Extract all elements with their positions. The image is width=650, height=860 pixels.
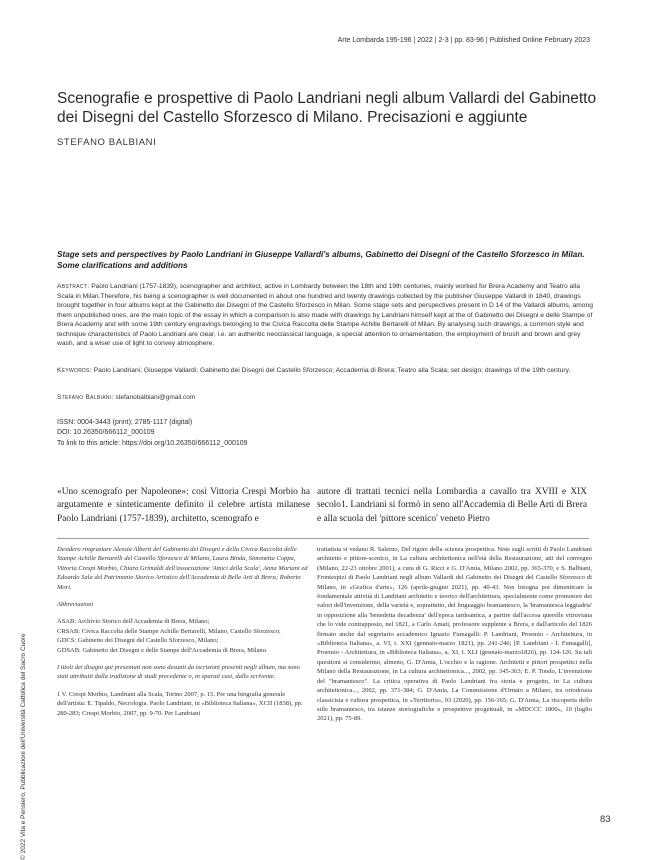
keywords [57, 366, 595, 376]
article-link[interactable]: To link to this article: https://doi.org/10.26350/666112_000109 [57, 439, 248, 447]
doi: DOI: 10.26350/666112_000109 [57, 429, 155, 437]
article-author: STEFANO BALBIANI [57, 137, 157, 148]
footnotes-right: trattatista si vedano R. Salerno, Del rigore della scienza prospettica. Note sugli scritti di Paolo Landriani architetto e pittore-scenico, in La cultura architettonica nell'età della Restaurazione, atti del convegno (Milano, 22-23 ottobre 2001), a cura di G. Ricci e G. D'Amia, Milano 2002, pp. 365-370, e S. Balbiani, Frontespizi di Paolo Landriani negli album Vallardi del Gabinetto dei Disegni del Castello Sforzesco di Milano, in «Grafica d'arte», 126 (aprile-giugno 2021), pp. 40-43. Non bisogna poi dimenticare la fondamentale attività di Landriani architetto e teorico dell'architettura, specialmente come promotore dei valori dell'invenzione, della varietà e, soprattutto, del linguaggio bramantesco, la 'bramantesca leggiadria' in opposizione alla 'benedetta decadenza' dell'epoca tardoantica, a partire dall'accesa querelle vitruviana che lo vide contrapposto, nel 1821, a Carlo Amati, professore supplente a Brera, e dall'articolo del 1826 firmato anche dal segretario accademico Ignazio Fumagalli: P. Landriani, Proemio - Architettura, in «Biblioteca Italiana», a. VI, t. XXI (gennaio-marzo 1821), pp. 241-246; [P. Landriani - I. Fumagalli], Proemio - Architettura, in «Biblioteca Italiana», a. XI, t. XLI (gennaio-marzo1826), pp. 124-126. Su tali questioni si considerino, almeno, G. D'Amia, L'occhio e la ragione. Architetti e pittori prospettici nella Milano della Restaurazione, in La cultura architettonica..., 2002, pp. 345-363; E. P. Tondo, L'invenzione del "bramantesco". La critica operativa di Paolo Landriani fra storia e progetto, in La cultura architettonica..., 2002, pp. 371-384; G. D'Amia, La Commissione d'Ornato a Milano, tra ortodossia classicista e cultura prospettica, in «Territorio», 93 (2020), pp. 156-165; G. D'Amia, La riscoperta dello stile bramantesco, tra istanze storiografiche e prospettive progettuali, in «MDCCC 1800», 10 (luglio 2021), pp. 75-89. [317, 546, 592, 723]
email-label: Stefano Balbiani: [57, 394, 114, 401]
body-text-left: «Uno scenografo per Napoleone»: così Vittoria Crespi Morbio ha argutamente e sinteticamente definito il celebre artista milanese Paolo Landriani (1757-1839), architetto, scenografo e [57, 487, 310, 524]
issn: ISSN: 0004-3443 (print); 2785-1117 (digital) [57, 419, 193, 426]
running-header: Arte Lombarda 195-196 | 2022 | 2-3 | pp. 83-96 | Published Online February 2023 [337, 37, 590, 44]
abstract-label: Abstract: [57, 283, 90, 290]
copyright-side-text: © 2022 Vita e Pensiero, Pubblicazioni dell'Università Cattolica del Sacro Cuore [20, 633, 27, 860]
abbreviation-gdcs: GDCS: Gabinetto dei Disegni del Castello Sforzesco, Milano; [57, 637, 219, 645]
abbreviations-heading: Abbreviazioni [57, 601, 94, 609]
keywords-text: Paolo Landriani; Giuseppe Vallardi; Gabinetto dei Disegni del Castello Sforzesco; Accademia di Brera; Teatro alla Scala; set design; drawings of the 19th century. [93, 367, 571, 374]
abbreviation-gdsab: GDSAB: Gabinetto dei Disegni e delle Stampe dell'Accademia di Brera, Milano. [57, 646, 268, 654]
footnote-1: 1 V. Crespi Morbio, Landriani alla Scala, Torino 2007, p. 15. Per una biografia generale dell'artista: E. Tipaldo, Necrologia. Paolo Landriani, in «Biblioteca Italiana», XCII (1838), pp. 280-283; Crespi Morbio, 2007, pp. 9-70. Per Landriani [57, 690, 303, 717]
acknowledgements: Desidero ringraziare Alessia Alberti del Gabinetto dei Disegni e della Civica Raccolta delle Stampe Achille Bertarelli del Castello Sforzesco di Milano, Laura Binda, Simonetta Coppa, Vittoria Crespi Morbio, Chiara Grimaldi dell'associazione 'Amici della Scala', Anna Mariani ed Edoardo Sala del Patrimonio Storico Artistico dell'Accademia di Belle Arti di Brera; Roberto Mori. [57, 546, 308, 591]
abbreviation-asab: ASAB: Archivio Storico dell'Accademia di Brera, Milano; [57, 618, 210, 626]
abbreviation-crsab: CRSAB: Civica Raccolta delle Stampe Achille Bertarelli, Milano, Castello Sforzesco; [57, 627, 281, 635]
footnotes-left [57, 545, 312, 726]
author-email [57, 394, 195, 401]
article-identifiers [57, 418, 248, 449]
abstract [57, 282, 595, 349]
page-number: 83 [600, 814, 611, 825]
body-text-right: autore di trattati tecnici nella Lombardia a cavallo tra XVIII e XIX secolo1. Landriani si formò in seno all'Accademia di Belle Arti di Brera e alla scuola del 'pittore scenico' veneto Pietro [317, 487, 587, 524]
email-address[interactable]: stefanobalbiani@gmail.com [115, 394, 196, 401]
english-title: Stage sets and perspectives by Paolo Landriani in Giuseppe Vallardi's albums, Gabinetto dei Disegni of the Castello Sforzesco in Milan. Some clarifications and additions [57, 250, 585, 270]
keywords-label: Keywords: [57, 367, 92, 374]
article-title: Scenografie e prospettive di Paolo Landriani negli album Vallardi del Gabinetto dei Disegni del Castello Sforzesco di Milano. Precisazioni e aggiunte [57, 90, 597, 126]
footnote-divider [57, 538, 589, 539]
abstract-text: Paolo Landriani (1757-1839), scenographer and architect, active in Lombardy between the 18th and 19th centuries, mainly worked for Brera Academy and Teatro alla Scala in Milan.Therefore, his being a scenographer is well documented in about one hundred and twenty drawings collected by the publisher Giuseppe Vallardi in 1840, drawings brought together in four albums kept at the Gabinetto dei Disegni of the Castello Sforzesco in Milan. Some stage sets and perspectives present in D 14 of the Vallardi albums, among them unpublished ones, are the main topic of the essay in which a comparison is also made with drawings by Landriani himself kept at the of Gabinetto dei Disegni e delle Stampe of Brera Academy and with some 19th century engravings belonging to the Civica Raccolta delle Stampe Achille Bertarelli of Milan. By analysing such drawings, a common style and technique characteristics of Paolo Landriani are clear, i.e. an authentic neoclassical language, a special attention to ornamentation, the employment of brush and brown and grey wash, and a wiser use of light to convey atmosphere. [57, 283, 593, 347]
titles-note: I titoli dei disegni qui presentati non sono desunti da iscrizioni presenti negli album, ma sono stati attribuiti dalla tradizione di studi precedente o, in sparuti casi, dallo scrivente. [57, 664, 300, 681]
